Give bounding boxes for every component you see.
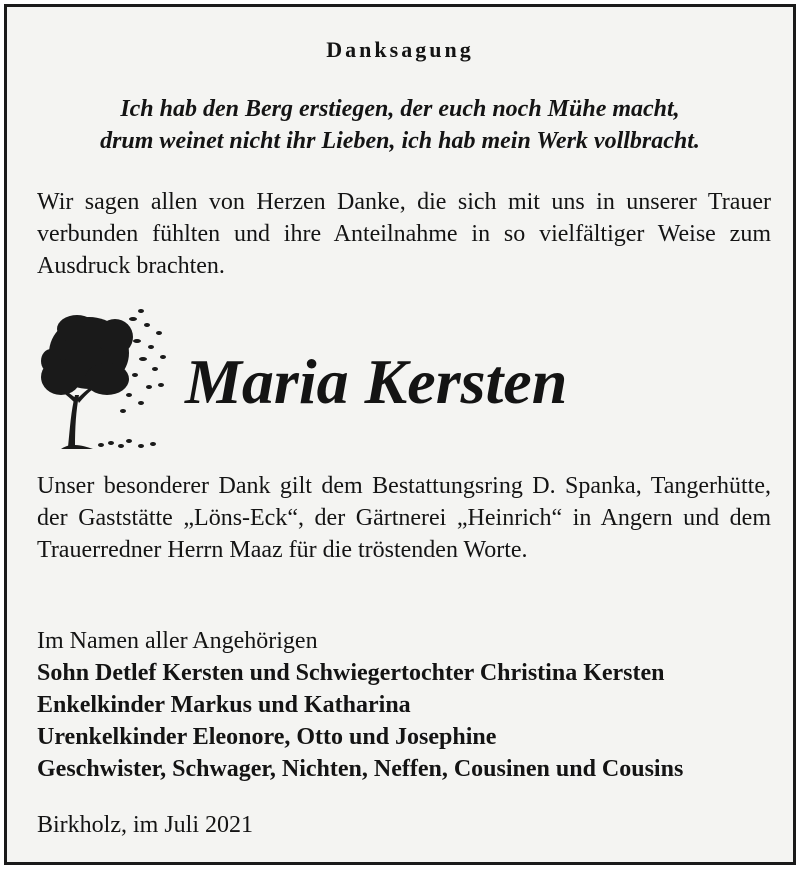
verse-line: drum weinet nicht ihr Lieben, ich hab mein Werk vollbracht.	[100, 128, 700, 154]
obituary-notice	[4, 4, 796, 865]
memorial-verse	[27, 93, 773, 157]
signature-line: Geschwister, Schwager, Nichten, Neffen, Cousinen und Cousins	[37, 756, 684, 782]
signature-block	[37, 625, 683, 785]
deceased-name: Maria Kersten	[185, 346, 568, 417]
signature-line: Enkelkinder Markus und Katharina	[37, 692, 411, 718]
notice-heading: Danksagung	[326, 37, 474, 62]
tree-icon	[37, 299, 169, 453]
intro-paragraph: Wir sagen allen von Herzen Danke, die sich mit uns in unserer Trauer verbunden fühlten und ihre Anteilnahme in so vielfältiger Weise zum Ausdruck brachten.	[37, 189, 771, 279]
signature-intro: Im Namen aller Angehörigen	[37, 628, 318, 654]
signature-line: Urenkelkinder Eleonore, Otto und Josephine	[37, 724, 497, 750]
verse-line: Ich hab den Berg erstiegen, der euch noch Mühe macht,	[120, 96, 680, 122]
place-date: Birkholz, im Juli 2021	[37, 812, 253, 838]
thanks-paragraph: Unser besonderer Dank gilt dem Bestattungsring D. Spanka, Tangerhütte, der Gaststätte „Löns-Eck“, der Gärtnerei „Heinrich“ in Angern und dem Trauerredner Herrn Maaz für die tröstenden Worte.	[37, 473, 771, 563]
signature-line: Sohn Detlef Kersten und Schwiegertochter Christina Kersten	[37, 660, 665, 686]
